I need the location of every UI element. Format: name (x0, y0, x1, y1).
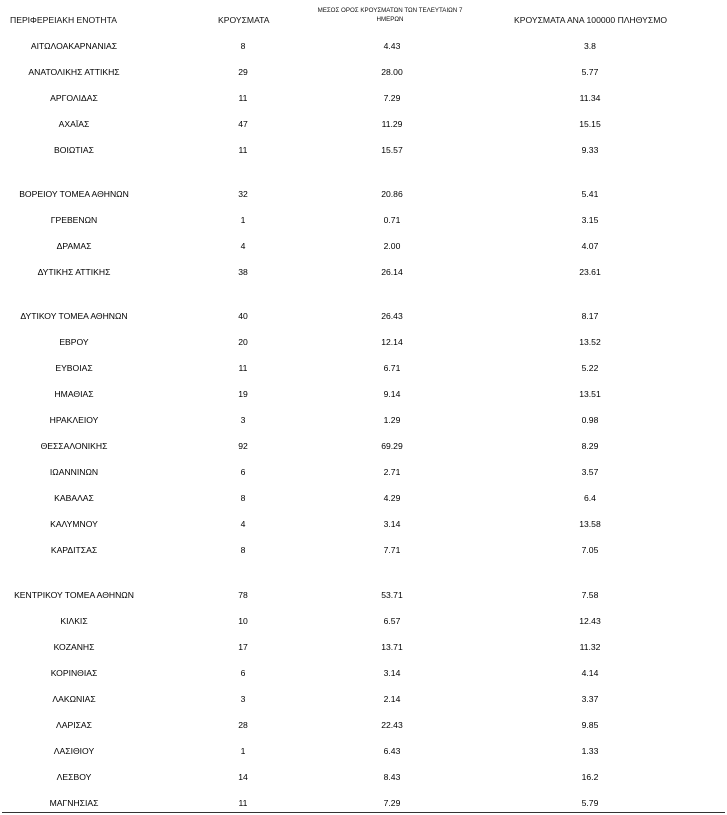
cell-cases: 17 (238, 642, 248, 652)
cell-avg: 6.43 (383, 746, 401, 756)
cell-avg: 28.00 (381, 67, 403, 77)
cell-avg: 15.57 (381, 145, 403, 155)
header-region: ΠΕΡΙΦΕΡΕΙΑΚΗ ΕΝΟΤΗΤΑ (10, 15, 117, 25)
table-row (0, 415, 727, 429)
cell-region: ΜΑΓΝΗΣΙΑΣ (49, 798, 99, 808)
cell-region: ΚΑΡΔΙΤΣΑΣ (50, 545, 98, 555)
cell-region: ΛΑΡΙΣΑΣ (56, 720, 92, 730)
cell-region: ΔΥΤΙΚΟΥ ΤΟΜΕΑ ΑΘΗΝΩΝ (20, 311, 128, 321)
cell-region: ΓΡΕΒΕΝΩΝ (50, 215, 98, 225)
cell-cases: 19 (238, 389, 248, 399)
cell-per100k: 13.52 (579, 337, 601, 347)
cell-avg: 9.14 (383, 389, 401, 399)
table-row (0, 519, 727, 533)
cell-cases: 4 (240, 241, 246, 251)
table-row (0, 67, 727, 81)
cell-per100k: 5.79 (581, 798, 599, 808)
cell-per100k: 9.85 (581, 720, 599, 730)
cell-cases: 11 (238, 145, 248, 155)
cell-per100k: 3.57 (581, 467, 599, 477)
cell-avg: 20.86 (381, 189, 403, 199)
cell-region: ΛΕΣΒΟΥ (56, 772, 92, 782)
cell-region: ΛΑΣΙΘΙΟΥ (53, 746, 95, 756)
cell-per100k: 1.33 (581, 746, 599, 756)
table-row (0, 119, 727, 133)
cell-region: ΙΩΑΝΝΙΝΩΝ (49, 467, 99, 477)
cell-cases: 8 (240, 493, 246, 503)
cell-per100k: 16.2 (581, 772, 599, 782)
cell-cases: 8 (240, 41, 246, 51)
cell-per100k: 7.58 (581, 590, 599, 600)
cell-avg: 3.14 (383, 668, 401, 678)
cell-avg: 7.71 (383, 545, 401, 555)
cell-avg: 1.29 (383, 415, 401, 425)
table-row (0, 241, 727, 255)
cell-avg: 26.43 (381, 311, 403, 321)
cell-per100k: 0.98 (581, 415, 599, 425)
cell-cases: 78 (238, 590, 248, 600)
cell-cases: 20 (238, 337, 248, 347)
cell-avg: 6.57 (383, 616, 401, 626)
cell-avg: 2.71 (383, 467, 401, 477)
cell-per100k: 4.07 (581, 241, 599, 251)
cell-per100k: 7.05 (581, 545, 599, 555)
cell-region: ΚΕΝΤΡΙΚΟΥ ΤΟΜΕΑ ΑΘΗΝΩΝ (14, 590, 134, 600)
cell-region: ΑΡΓΟΛΙΔΑΣ (50, 93, 98, 103)
cell-per100k: 5.22 (581, 363, 599, 373)
cell-cases: 11 (238, 798, 248, 808)
header-avg-line2: ΗΜΕΡΩΝ (376, 16, 404, 23)
cell-per100k: 11.32 (579, 642, 601, 652)
cell-cases: 92 (238, 441, 248, 451)
table-row (0, 616, 727, 630)
cell-per100k: 8.17 (581, 311, 599, 321)
table-row (0, 720, 727, 734)
cell-cases: 6 (240, 668, 246, 678)
cell-region: ΒΟΙΩΤΙΑΣ (54, 145, 94, 155)
cell-cases: 3 (240, 415, 246, 425)
cell-per100k: 3.37 (581, 694, 599, 704)
cell-per100k: 3.8 (584, 41, 596, 51)
cell-avg: 13.71 (381, 642, 403, 652)
cell-cases: 11 (238, 93, 248, 103)
table-row (0, 215, 727, 229)
table-row (0, 337, 727, 351)
table-row (0, 467, 727, 481)
cell-avg: 0.71 (383, 215, 401, 225)
cell-cases: 40 (238, 311, 248, 321)
cell-region: ΚΟΡΙΝΘΙΑΣ (50, 668, 98, 678)
cell-avg: 4.43 (383, 41, 401, 51)
cell-avg: 11.29 (381, 119, 403, 129)
table-row (0, 668, 727, 682)
header-avg-line1: ΜΕΣΟΣ ΟΡΟΣ ΚΡΟΥΣΜΑΤΩΝ ΤΩΝ ΤΕΛΕΥΤΑΙΩΝ 7 (317, 7, 463, 14)
cell-avg: 53.71 (381, 590, 403, 600)
table-row (0, 93, 727, 107)
table-row (0, 772, 727, 786)
table-row (0, 798, 727, 812)
cell-avg: 26.14 (381, 267, 403, 277)
cell-avg: 4.29 (383, 493, 401, 503)
cell-cases: 8 (240, 545, 246, 555)
cell-cases: 10 (238, 616, 248, 626)
cell-per100k: 12.43 (579, 616, 601, 626)
cell-avg: 2.14 (383, 694, 401, 704)
table-row (0, 545, 727, 559)
cell-avg: 2.00 (383, 241, 401, 251)
cell-per100k: 6.4 (584, 493, 596, 503)
table-row (0, 493, 727, 507)
cell-cases: 28 (238, 720, 248, 730)
cell-per100k: 3.15 (581, 215, 599, 225)
cell-cases: 47 (238, 119, 248, 129)
cell-avg: 7.29 (383, 798, 401, 808)
cell-region: ΑΧΑΪΑΣ (58, 119, 90, 129)
cell-avg: 8.43 (383, 772, 401, 782)
table-row (0, 746, 727, 760)
cell-cases: 11 (238, 363, 248, 373)
bottom-rule (2, 812, 725, 813)
cell-per100k: 11.34 (579, 93, 601, 103)
table-row (0, 41, 727, 55)
cell-per100k: 15.15 (579, 119, 601, 129)
cell-region: ΚΑΒΑΛΑΣ (54, 493, 94, 503)
cell-cases: 3 (240, 694, 246, 704)
cell-region: ΚΙΛΚΙΣ (60, 616, 88, 626)
cell-avg: 12.14 (381, 337, 403, 347)
cell-avg: 7.29 (383, 93, 401, 103)
cell-per100k: 4.14 (581, 668, 599, 678)
cell-region: ΘΕΣΣΑΛΟΝΙΚΗΣ (40, 441, 108, 451)
cell-cases: 1 (240, 215, 246, 225)
cell-region: ΔΡΑΜΑΣ (56, 241, 92, 251)
cell-per100k: 13.58 (579, 519, 601, 529)
cell-avg: 3.14 (383, 519, 401, 529)
table-row (0, 267, 727, 281)
cell-region: ΗΡΑΚΛΕΙΟΥ (49, 415, 99, 425)
cell-region: ΕΥΒΟΙΑΣ (55, 363, 93, 373)
cell-cases: 32 (238, 189, 248, 199)
table-row (0, 694, 727, 708)
cell-region: ΗΜΑΘΙΑΣ (54, 389, 94, 399)
cell-cases: 29 (238, 67, 248, 77)
table-row (0, 389, 727, 403)
cell-per100k: 5.41 (581, 189, 599, 199)
table-row (0, 189, 727, 203)
cell-region: ΛΑΚΩΝΙΑΣ (52, 694, 96, 704)
cell-cases: 38 (238, 267, 248, 277)
cell-avg: 69.29 (381, 441, 403, 451)
cell-per100k: 5.77 (581, 67, 599, 77)
cell-cases: 6 (240, 467, 246, 477)
table-row (0, 145, 727, 159)
table-row (0, 311, 727, 325)
cell-cases: 4 (240, 519, 246, 529)
cell-region: ΔΥΤΙΚΗΣ ΑΤΤΙΚΗΣ (37, 267, 111, 277)
cell-region: ΒΟΡΕΙΟΥ ΤΟΜΕΑ ΑΘΗΝΩΝ (19, 189, 129, 199)
cell-avg: 22.43 (381, 720, 403, 730)
cell-region: ΚΟΖΑΝΗΣ (53, 642, 95, 652)
cell-region: ΑΙΤΩΛΟΑΚΑΡΝΑΝΙΑΣ (30, 41, 118, 51)
cell-per100k: 23.61 (579, 267, 601, 277)
table-row (0, 363, 727, 377)
cell-per100k: 9.33 (581, 145, 599, 155)
cell-region: ΚΑΛΥΜΝΟΥ (50, 519, 98, 529)
cell-per100k: 13.51 (579, 389, 601, 399)
cell-per100k: 8.29 (581, 441, 599, 451)
cell-cases: 14 (238, 772, 248, 782)
cell-cases: 1 (240, 746, 246, 756)
header-cases: ΚΡΟΥΣΜΑΤΑ (218, 15, 270, 25)
header-avg (300, 6, 480, 24)
table-row (0, 441, 727, 455)
cell-region: ΑΝΑΤΟΛΙΚΗΣ ΑΤΤΙΚΗΣ (28, 67, 120, 77)
cell-avg: 6.71 (383, 363, 401, 373)
header-per100k: ΚΡΟΥΣΜΑΤΑ ΑΝΑ 100000 ΠΛΗΘΥΣΜΟ (514, 15, 668, 25)
table-row (0, 590, 727, 604)
cell-region: ΕΒΡΟΥ (59, 337, 89, 347)
table-row (0, 642, 727, 656)
